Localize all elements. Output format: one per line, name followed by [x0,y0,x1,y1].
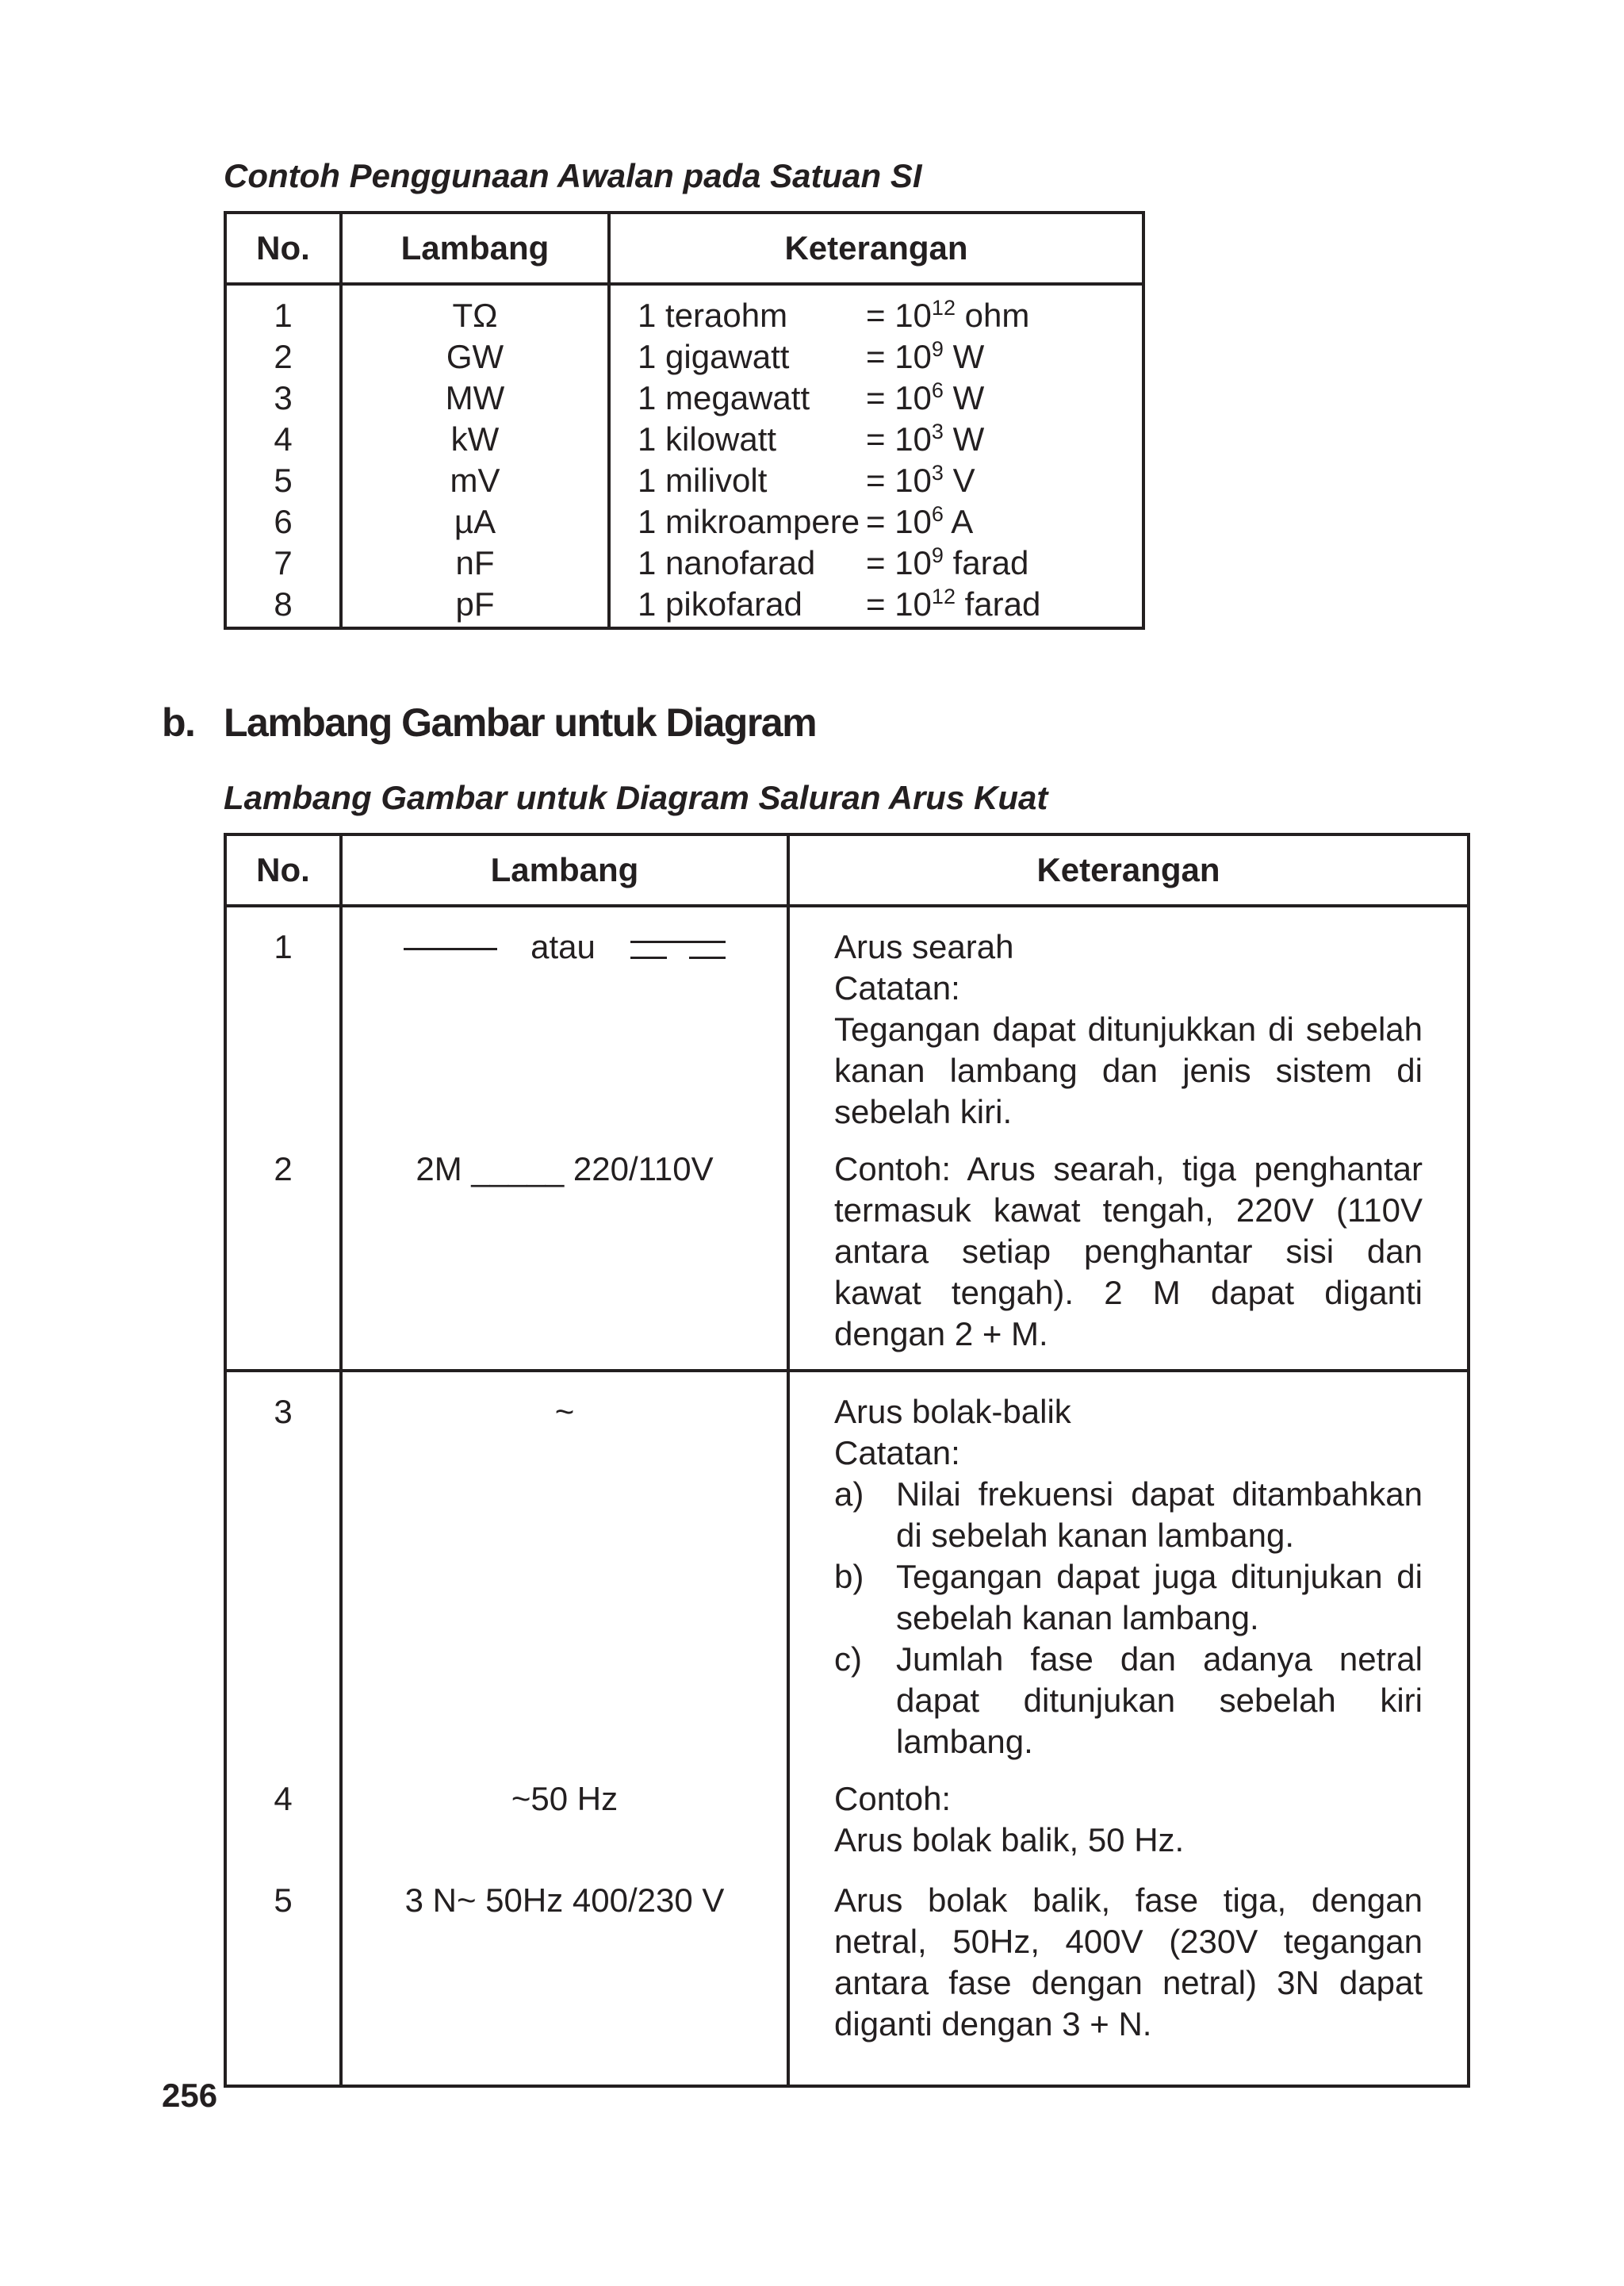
unit-value: = $10^{12}$ ohm [866,296,1030,334]
unit-name: 1 mikroampere [638,503,860,540]
row-no: 2 [225,1149,341,1371]
unit-value: = $10^9$ farad [866,543,1029,581]
list-text: Nilai frekuensi dapat ditambahkan di sebelah kanan lambang. [896,1475,1423,1554]
row-no: 5 [225,1880,341,2086]
table-header-row [225,213,1143,284]
desc-line: Tegangan dapat ditunjukkan di sebelah kanan lambang dan jenis sistem di sebelah kiri. [834,1011,1423,1130]
header-lambang: Lambang [341,213,609,284]
diagram-symbol-table [224,833,1470,2088]
row-description [788,1778,1469,1880]
row-symbol: 3 N~ 50Hz 400/230 V [341,1880,788,2086]
unit-name: 1 nanofarad [638,544,816,581]
unit-value: = $10^3$ W [866,420,985,458]
table-row [225,1778,1469,1880]
row-description [788,906,1469,1149]
list-label: b) [834,1558,864,1595]
list-label: a) [834,1475,864,1513]
row-no: 4 [225,1778,341,1880]
no-column [225,284,341,628]
lambang-column [341,284,609,628]
unit-value: = $10^{12}$ farad [866,585,1041,623]
unit-value: = $10^6$ W [866,378,985,416]
header-keterangan: Keterangan [788,834,1469,906]
desc-row [611,419,1142,460]
row-no: 8 [274,585,293,623]
unit-name: 1 teraohm [638,297,788,334]
row-symbol: pF [455,585,495,623]
section-heading [162,700,816,746]
row-description [788,1371,1469,1778]
row-symbol: nF [455,544,495,581]
row-symbol: 2M _____ 220/110V [341,1149,788,1371]
symbol-or-text: atau [530,928,596,965]
list-text: Tegangan dapat juga ditunjukan di sebelah kanan lambang. [896,1558,1423,1636]
table-row [225,1371,1469,1778]
row-description [788,1880,1469,2086]
desc-line: Arus searah [834,928,1014,965]
row-no: 2 [274,338,293,375]
desc-line: Catatan: [834,969,960,1007]
desc-row [611,501,1142,543]
row-symbol [341,906,788,1149]
desc-line: Arus bolak-balik [834,1393,1071,1430]
keterangan-column [609,284,1143,628]
unit-name: 1 gigawatt [638,338,790,375]
page-number: 256 [162,2077,218,2114]
unit-name: 1 milivolt [638,462,768,499]
section-title: Lambang Gambar untuk Diagram [224,700,817,745]
desc-row [611,378,1142,419]
list-item [834,1639,1423,1778]
list-label: c) [834,1640,862,1678]
row-symbol: GW [446,338,504,375]
row-no: 5 [274,462,293,499]
desc-row [611,460,1142,501]
desc-line: Catatan: [834,1434,960,1471]
desc-line: Contoh: [834,1780,952,1817]
unit-value: = $10^6$ A [866,502,974,540]
header-keterangan: Keterangan [609,213,1143,284]
list-text: Jumlah fase dan adanya netral dapat ditunjukan sebelah kiri lambang. [896,1640,1423,1760]
table1-caption: Contoh Penggunaan Awalan pada Satuan SI [224,157,922,194]
unit-value: = $10^9$ W [866,337,985,375]
table2-caption: Lambang Gambar untuk Diagram Saluran Arus Kuat [224,779,1048,816]
dc-solid-line-symbol [404,948,497,950]
list-item [834,1556,1423,1639]
desc-row [611,584,1142,625]
unit-name: 1 kilowatt [638,420,777,458]
list-item [834,1474,1423,1556]
desc-row [611,543,1142,584]
header-no: No. [225,213,341,284]
row-no: 1 [225,906,341,1149]
row-symbol: MW [445,379,505,416]
table-row [225,906,1469,1149]
desc-line: Arus bolak balik, 50 Hz. [834,1821,1185,1858]
header-no: No. [225,834,341,906]
table-row [225,1880,1469,2086]
header-lambang: Lambang [341,834,788,906]
unit-name: 1 megawatt [638,379,810,416]
dc-dashed-line-symbol [630,941,726,958]
row-symbol: TΩ [452,297,498,334]
row-symbol: µA [454,503,496,540]
table-row [225,284,1143,628]
si-prefix-table [224,211,1145,630]
desc-row [611,295,1142,336]
table-header-row [225,834,1469,906]
row-no: 7 [274,544,293,581]
desc-line: Contoh: Arus searah, tiga penghantar termasuk kawat tengah, 220V (110V antara setiap penghantar sisi dan kawat tengah). 2 M dapat diganti dengan 2 + M. [834,1150,1423,1352]
unit-value: = $10^3$ V [866,461,975,499]
table-row [225,1149,1469,1371]
desc-line: Arus bolak balik, fase tiga, dengan netral, 50Hz, 400V (230V tegangan antara fase dengan netral) 3N dapat diganti dengan 3 + N. [834,1881,1423,2042]
desc-row [611,336,1142,378]
row-no: 4 [274,420,293,458]
unit-name: 1 pikofarad [638,585,802,623]
row-no: 3 [225,1371,341,1778]
row-no: 1 [274,297,293,334]
row-symbol: kW [450,420,500,458]
row-symbol: ~50 Hz [341,1778,788,1880]
row-symbol: ~ [341,1371,788,1778]
row-symbol: mV [450,462,500,499]
section-letter: b. [162,700,195,745]
row-no: 6 [274,503,293,540]
row-no: 3 [274,379,293,416]
row-description [788,1149,1469,1371]
